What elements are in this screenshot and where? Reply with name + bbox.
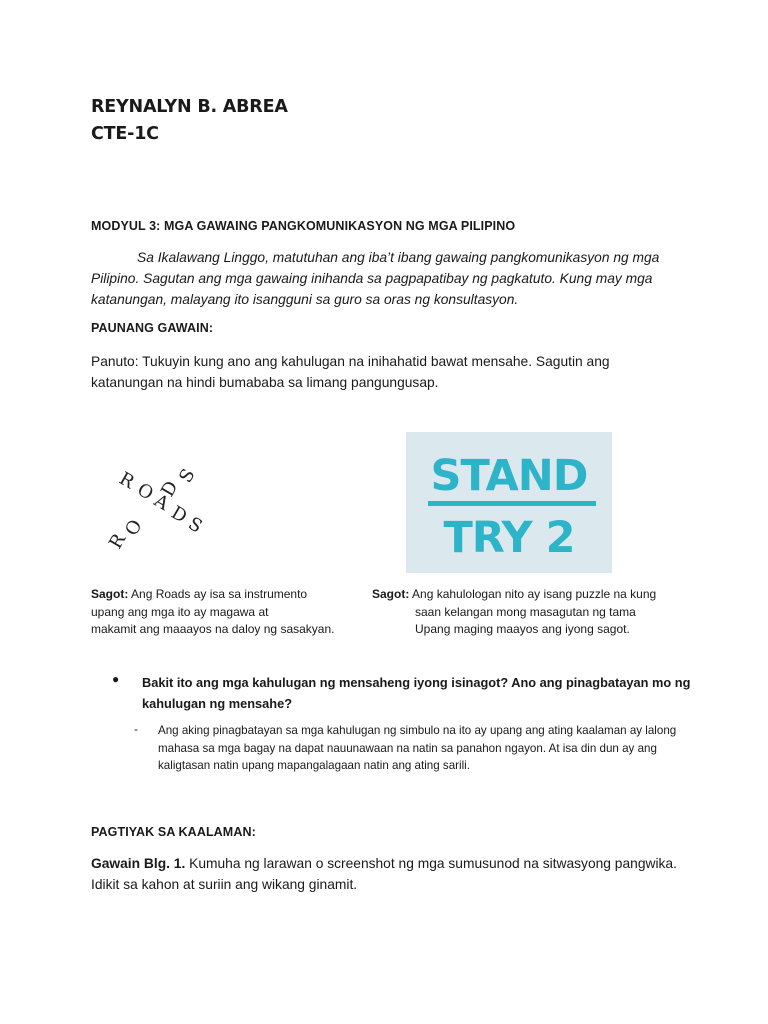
answer-right-line-3: Upang maging maayos ang iyong sagot.: [415, 622, 630, 636]
stand-divider-line: [428, 501, 596, 506]
intro-line-3: katanungan, malayang ito isangguni sa guro sa oras ng konsultasyon.: [91, 292, 519, 307]
answer-right: [372, 586, 656, 639]
roads-diag2-letter-1: R: [105, 530, 131, 553]
module-title: MODYUL 3: MGA GAWAING PANGKOMUNIKASYON NG MGA PILIPINO: [91, 219, 516, 233]
roads-diag2-letter-5: S: [175, 465, 200, 487]
pagtiyak-heading: PAGTIYAK SA KAALAMAN:: [91, 825, 256, 839]
stand-word: STAND: [430, 451, 588, 501]
answer-right-line-1: Ang kahulologan nito ay isang puzzle na kung: [409, 587, 657, 601]
intro-line-1: Sa Ikalawang Linggo, matutuhan ang iba’t ibang gawaing pangkomunikasyon ng mga: [137, 250, 660, 265]
roads-diag1-letter-4: D: [167, 502, 191, 528]
roads-diag2-letter-4: D: [157, 477, 183, 501]
roads-diag1-letter-5: S: [184, 513, 206, 538]
answer-left-line-3: makamit ang maaayos na daloy ng sasakyan.: [91, 622, 335, 636]
student-name: REYNALYN B. ABREA: [91, 97, 288, 117]
gawain-paragraph: [91, 853, 691, 895]
roads-shared-letter: A: [150, 490, 173, 515]
answer-left-line-1: Ang Roads ay isa sa instrumento: [128, 587, 308, 601]
roads-diag1-letter-1: R: [115, 468, 138, 494]
paunang-gawain-heading: PAUNANG GAWAIN:: [91, 321, 214, 335]
answer-left-line-2: upang ang mga ito ay magawa at: [91, 604, 269, 619]
answer-right-line-2: saan kelangan mong masagutan ng tama: [415, 604, 636, 619]
answer-left-label: Sagot:: [91, 587, 129, 601]
student-info: [91, 94, 288, 148]
response-text: Ang aking pinagbatayan sa mga kahulugan ng simbulo na ito ay upang ang ating kaalaman ay lalong mahasa sa mga bagay na dapat nauunawaan na natin sa panahon ngayon. At isa din dun ay ang kaligtasan natin upang mapangalagaan natin ang ating sarili.: [158, 724, 677, 772]
panuto-paragraph: [91, 351, 691, 393]
try-word: TRY 2: [443, 513, 575, 563]
student-section: CTE-1C: [91, 124, 159, 144]
bullet-question: Bakit ito ang mga kahulugan ng mensaheng iyong isinagot? Ano ang pinagbatayan mo ng kahulugan ng mensahe?: [142, 675, 691, 711]
panuto-line-1: Panuto: Tukuyin kung ano ang kahulugan na inihahatid bawat mensahe. Sagutin ang: [91, 354, 610, 369]
answer-right-label: Sagot:: [372, 587, 410, 601]
roads-crossword-svg: [100, 462, 210, 562]
roads-diag2-letter-2: O: [121, 516, 147, 540]
panuto-line-2: katanungan na hindi bumababa sa limang pangungusap.: [91, 375, 439, 390]
gawain-line-1: Kumuha ng larawan o screenshot ng mga sumusunod na sitwasyong pangwika.: [185, 856, 677, 871]
gawain-label: Gawain Blg. 1.: [91, 856, 186, 871]
gawain-line-2: Idikit sa kahon at suriin ang wikang ginamit.: [91, 877, 358, 892]
intro-paragraph: [91, 247, 691, 310]
answer-left: [91, 586, 334, 639]
bullet-marker: ●: [112, 672, 120, 686]
dash-marker: -: [134, 722, 138, 736]
stand-try-image: [406, 432, 612, 573]
roads-crossword-image: [100, 462, 210, 562]
intro-line-2: Pilipino. Sagutan ang mga gawaing inihanda sa pagpapatibay ng pagkatuto. Kung may mga: [91, 271, 653, 286]
roads-diag1-letter-2: O: [133, 479, 157, 505]
